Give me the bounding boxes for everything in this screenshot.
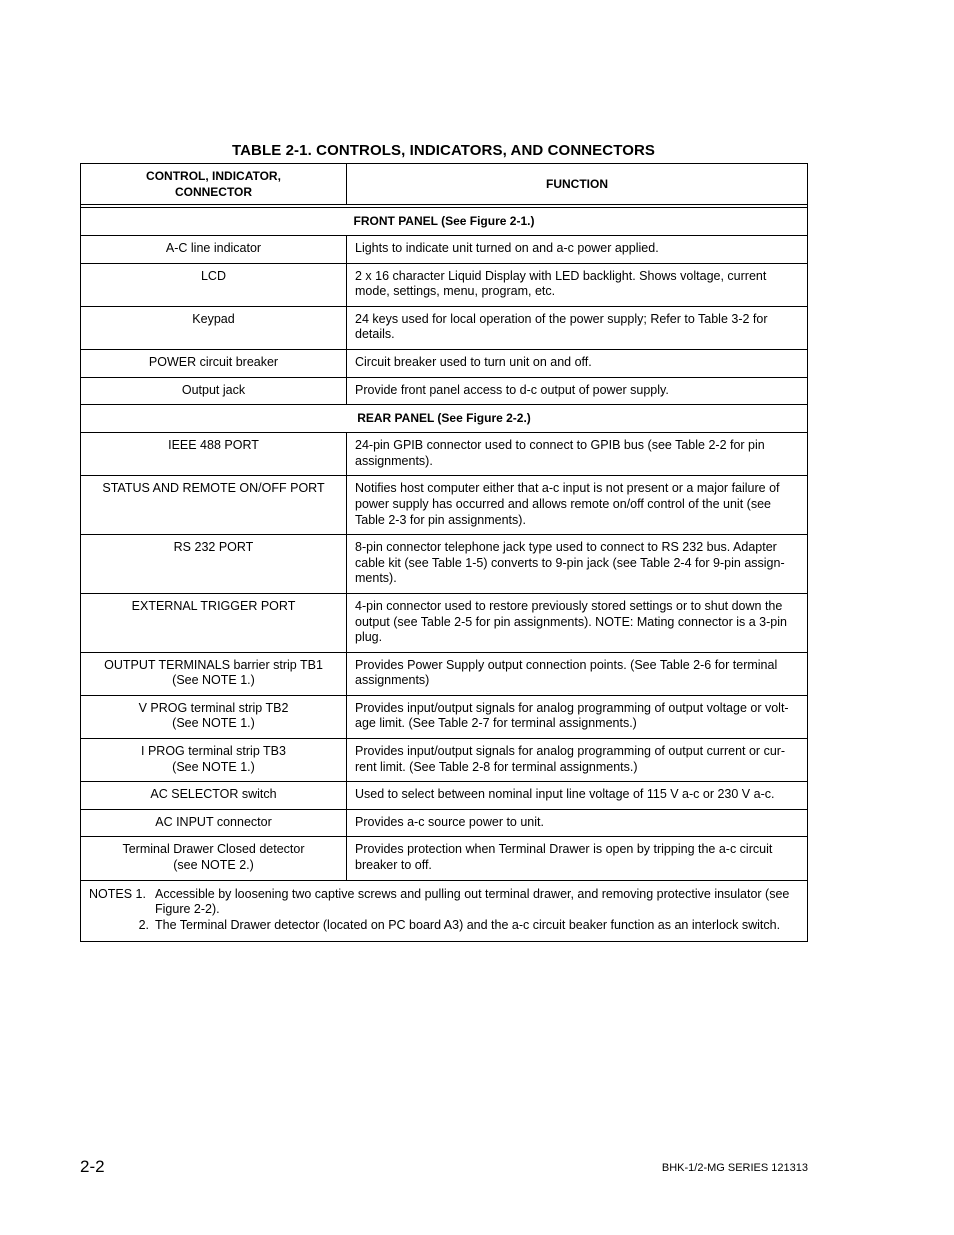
header-control (81, 164, 347, 205)
table-row (81, 377, 808, 405)
header-function: FUNCTION (347, 164, 808, 205)
control-name: OUTPUT TERMINALS barrier strip TB1 (104, 657, 323, 672)
header-control-line2: CONNECTOR (174, 185, 253, 199)
control-name: A-C line indicator (165, 241, 262, 255)
control-cell (81, 809, 347, 837)
function-cell: Used to select between nominal input line voltage of 115 V a-c or 230 V a-c. (347, 782, 808, 810)
function-cell: 24 keys used for local operation of the power supply; Refer to Table 3-2 for details. (347, 306, 808, 349)
control-name: (See NOTE 1.) (172, 716, 255, 731)
control-name: RS 232 PORT (173, 540, 254, 555)
function-cell: 4-pin connector used to restore previously stored settings or to shut down the output (see Table 2-5 for pin assignments). NOTE: Mating connector is a 3-pin plug. (347, 593, 808, 652)
note-item (89, 918, 799, 934)
table-row (81, 476, 808, 535)
control-cell (81, 236, 347, 264)
notes-cell (81, 880, 808, 942)
table-row (81, 236, 808, 264)
function-cell: Circuit breaker used to turn unit on and off. (347, 349, 808, 377)
function-cell: Provides Power Supply output connection points. (See Table 2-6 for terminal assignments) (347, 652, 808, 695)
function-cell: Provides input/output signals for analog programming of output current or cur-rent limit. (See Table 2-8 for terminal assignments.) (347, 739, 808, 782)
control-cell (81, 593, 347, 652)
function-cell: 2 x 16 character Liquid Display with LED backlight. Shows voltage, current mode, settings, menu, program, etc. (347, 263, 808, 306)
function-cell: Provide front panel access to d-c output of power supply. (347, 377, 808, 405)
table-body (81, 208, 808, 881)
control-cell (81, 535, 347, 594)
section-label: FRONT PANEL (See Figure 2-1.) (81, 208, 808, 236)
table-header-row (81, 164, 808, 205)
function-cell: 8-pin connector telephone jack type used to connect to RS 232 bus. Adapter cable kit (see Table 1-5) converts to 9-pin jack (see Table 2-4 for 9-pin assign-ments). (347, 535, 808, 594)
control-cell (81, 433, 347, 476)
control-name: I PROG terminal strip TB3 (141, 744, 286, 759)
control-name: (See NOTE 1.) (172, 673, 255, 688)
control-cell (81, 652, 347, 695)
table-row (81, 349, 808, 377)
controls-table (80, 163, 808, 942)
control-name: AC INPUT connector (155, 814, 272, 829)
control-name: (see NOTE 2.) (173, 858, 254, 873)
section-row (81, 208, 808, 236)
control-name: LCD (200, 268, 226, 283)
function-cell: Lights to indicate unit turned on and a-c power applied. (347, 236, 808, 264)
section-row (81, 405, 808, 433)
table-row (81, 433, 808, 476)
section-label: REAR PANEL (See Figure 2-2.) (81, 405, 808, 433)
page-number: 2-2 (80, 1157, 105, 1176)
footer-series: BHK-1/2-MG SERIES 121313 (661, 1162, 808, 1174)
control-name: POWER circuit breaker (148, 354, 279, 369)
control-cell (81, 476, 347, 535)
control-name: EXTERNAL TRIGGER PORT (131, 598, 296, 613)
function-cell: Provides protection when Terminal Drawer is open by tripping the a-c circuit breaker to off. (347, 837, 808, 880)
function-cell: 24-pin GPIB connector used to connect to GPIB bus (see Table 2-2 for pin assignments). (347, 433, 808, 476)
control-name: Output jack (181, 382, 246, 397)
control-name: Keypad (192, 311, 235, 326)
table-row (81, 695, 808, 738)
header-control-line1: CONTROL, INDICATOR, (146, 169, 281, 183)
control-cell (81, 306, 347, 349)
table-row (81, 263, 808, 306)
note-item (89, 887, 799, 918)
control-name: IEEE 488 PORT (168, 438, 259, 453)
table-row (81, 535, 808, 594)
note-text: The Terminal Drawer detector (located on PC board A3) and the a-c circuit beaker function as an interlock switch. (155, 917, 781, 932)
control-name: V PROG terminal strip TB2 (138, 700, 289, 715)
note-text: Accessible by loosening two captive screws and pulling out terminal drawer, and removing protective insulator (see Figure 2-2). (155, 886, 790, 917)
control-name: AC SELECTOR switch (150, 787, 277, 802)
table-row (81, 739, 808, 782)
table-row (81, 809, 808, 837)
function-cell: Provides input/output signals for analog programming of output voltage or volt-age limit. (See Table 2-7 for terminal assignments.) (347, 695, 808, 738)
function-cell: Provides a-c source power to unit. (347, 809, 808, 837)
note-number: NOTES 1. (89, 886, 146, 901)
control-name: Terminal Drawer Closed detector (122, 842, 305, 857)
table-row (81, 782, 808, 810)
note-number: 2. (138, 917, 149, 932)
control-name: STATUS AND REMOTE ON/OFF PORT (102, 481, 325, 496)
control-cell (81, 739, 347, 782)
control-cell (81, 377, 347, 405)
control-cell (81, 349, 347, 377)
control-cell (81, 695, 347, 738)
function-cell: Notifies host computer either that a-c input is not present or a major failure of power supply has occurred and allows remote on/off control of the unit (see Table 2-3 for pin assignments). (347, 476, 808, 535)
notes-row (81, 880, 808, 942)
table-row (81, 837, 808, 880)
control-cell (81, 263, 347, 306)
control-name: (See NOTE 1.) (172, 759, 255, 774)
table-row (81, 652, 808, 695)
control-cell (81, 782, 347, 810)
table-row (81, 593, 808, 652)
table-title: TABLE 2-1. CONTROLS, INDICATORS, AND CONNECTORS (231, 142, 656, 159)
control-cell (81, 837, 347, 880)
table-row (81, 306, 808, 349)
